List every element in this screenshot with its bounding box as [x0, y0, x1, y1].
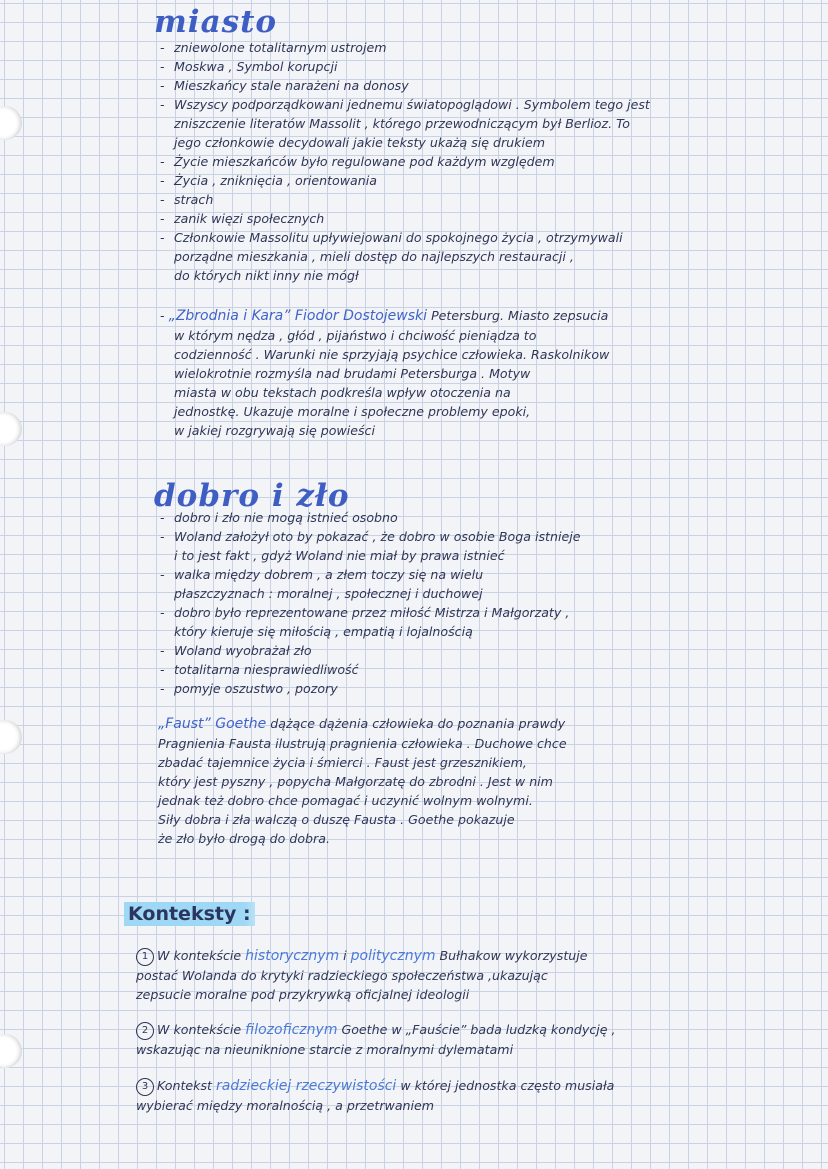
list-item: do których nikt inny nie mógł [174, 268, 359, 283]
paragraph-row: codzienność . Warunki nie sprzyjają psychice człowieka. Raskolnikow [174, 347, 610, 362]
context-row: wybierać między moralnością , a przetrwaniem [136, 1098, 435, 1113]
context-item [136, 1020, 616, 1059]
number-circle: 1 [136, 948, 154, 966]
list-item: - strach [160, 190, 650, 209]
list-item: - Członkowie Massolitu upływiejowani do spokojnego życia , otrzymywali [160, 228, 650, 247]
miasto-paragraph [160, 306, 609, 440]
paragraph-row: „Faust” Goethe dążące dążenia człowieka do poznania prawdy [158, 716, 566, 732]
list-item: - Mieszkańcy stale narażeni na donosy [160, 76, 650, 95]
paragraph-row: Pragnienia Fausta ilustrują pragnienia człowieka . Duchowe chce [158, 736, 567, 751]
dobro-paragraph [158, 714, 567, 848]
keyword: politycznym [350, 948, 436, 964]
list-item: - Woland założył oto by pokazać , że dobro w osobie Boga istnieje [160, 527, 580, 546]
keyword: filozoficznym [245, 1022, 338, 1038]
list-item: - Moskwa , Symbol korupcji [160, 57, 650, 76]
list-item: - Życie mieszkańców było regulowane pod każdym względem [160, 152, 650, 171]
context-row: 1 W kontekście historycznym i politycznym Bułhakow wykorzystuje [136, 946, 588, 966]
paragraph-row: Siły dobra i zła walczą o duszę Fausta . Goethe pokazuje [158, 812, 515, 827]
list-item: - zniewolone totalitarnym ustrojem [160, 38, 650, 57]
list-item: porządne mieszkania , mieli dostęp do najlepszych restauracji , [174, 249, 574, 264]
section-title-dobro-i-zlo: dobro i zło [154, 478, 350, 514]
context-row: wskazując na nieuniknione starcie z moralnymi dylematami [136, 1042, 514, 1057]
paragraph-accent: „Faust” Goethe [158, 716, 267, 732]
list-item: - totalitarna niesprawiedliwość [160, 660, 580, 679]
paragraph-row: jednak też dobro chce pomagać i uczynić wolnym wolnymi. [158, 793, 533, 808]
paragraph-row: zbadać tajemnice życia i śmierci . Faust jest grzesznikiem, [158, 755, 527, 770]
list-item: - pomyje oszustwo , pozory [160, 679, 580, 698]
context-row: zepsucie moralne pod przykrywką oficjalnej ideologii [136, 987, 470, 1002]
paragraph-row: jednostkę. Ukazuje moralne i społeczne problemy epoki, [174, 404, 531, 419]
list-item: - Woland wyobrażał zło [160, 641, 580, 660]
context-row: 3 Kontekst radzieckiej rzeczywistości w której jednostka często musiała [136, 1076, 614, 1096]
paragraph-row: - „Zbrodnia i Kara” Fiodor Dostojewski Petersburg. Miasto zepsucia [160, 308, 609, 324]
paragraph-row: w którym nędza , głód , pijaństwo i chciwość pieniądza to [174, 328, 537, 343]
paragraph-row: miasta w obu tekstach podkreśla wpływ otoczenia na [174, 385, 511, 400]
paragraph-accent: „Zbrodnia i Kara” Fiodor Dostojewski [168, 308, 428, 324]
list-item: który kieruje się miłością , empatią i lojalnością [174, 624, 473, 639]
list-item: - walka między dobrem , a złem toczy się na wielu [160, 565, 580, 584]
list-item: - zanik więzi społecznych [160, 209, 650, 228]
dobro-list [160, 508, 580, 698]
keyword: radzieckiej rzeczywistości [215, 1078, 397, 1094]
binder-hole [0, 106, 22, 140]
list-item: - dobro było reprezentowane przez miłość Mistrza i Małgorzaty , [160, 603, 580, 622]
context-item [136, 946, 588, 1004]
list-item: - dobro i zło nie mogą istnieć osobno [160, 508, 580, 527]
section-title-konteksty: Konteksty : [124, 902, 255, 926]
list-item: jego członkowie decydowali jakie teksty ukażą się drukiem [174, 135, 545, 150]
number-circle: 3 [136, 1078, 154, 1096]
list-item: i to jest fakt , gdyż Woland nie miał by prawa istnieć [174, 548, 505, 563]
list-item: - Wszyscy podporządkowani jednemu światopoglądowi . Symbolem tego jest [160, 95, 650, 114]
list-item: płaszczyznach : moralnej , społecznej i duchowej [174, 586, 483, 601]
keyword: historycznym [245, 948, 340, 964]
binder-hole [0, 1034, 22, 1068]
list-item: zniszczenie literatów Massolit , którego przewodniczącym był Berlioz. To [174, 116, 630, 131]
miasto-list [160, 38, 650, 285]
context-row: postać Wolanda do krytyki radzieckiego społeczeństwa ,ukazując [136, 968, 548, 983]
binder-hole [0, 412, 22, 446]
section-title-miasto: miasto [154, 4, 278, 40]
paragraph-row: który jest pyszny , popycha Małgorzatę do zbrodni . Jest w nim [158, 774, 553, 789]
number-circle: 2 [136, 1022, 154, 1040]
binder-hole [0, 720, 22, 754]
context-row: 2 W kontekście filozoficznym Goethe w „Fauście” bada ludzką kondycję , [136, 1020, 616, 1040]
paragraph-row: w jakiej rozgrywają się powieści [174, 423, 375, 438]
context-item [136, 1076, 614, 1115]
paragraph-row: wielokrotnie rozmyśla nad brudami Petersburga . Motyw [174, 366, 531, 381]
list-item: - Życia , zniknięcia , orientowania [160, 171, 650, 190]
paragraph-row: że zło było drogą do dobra. [158, 831, 330, 846]
